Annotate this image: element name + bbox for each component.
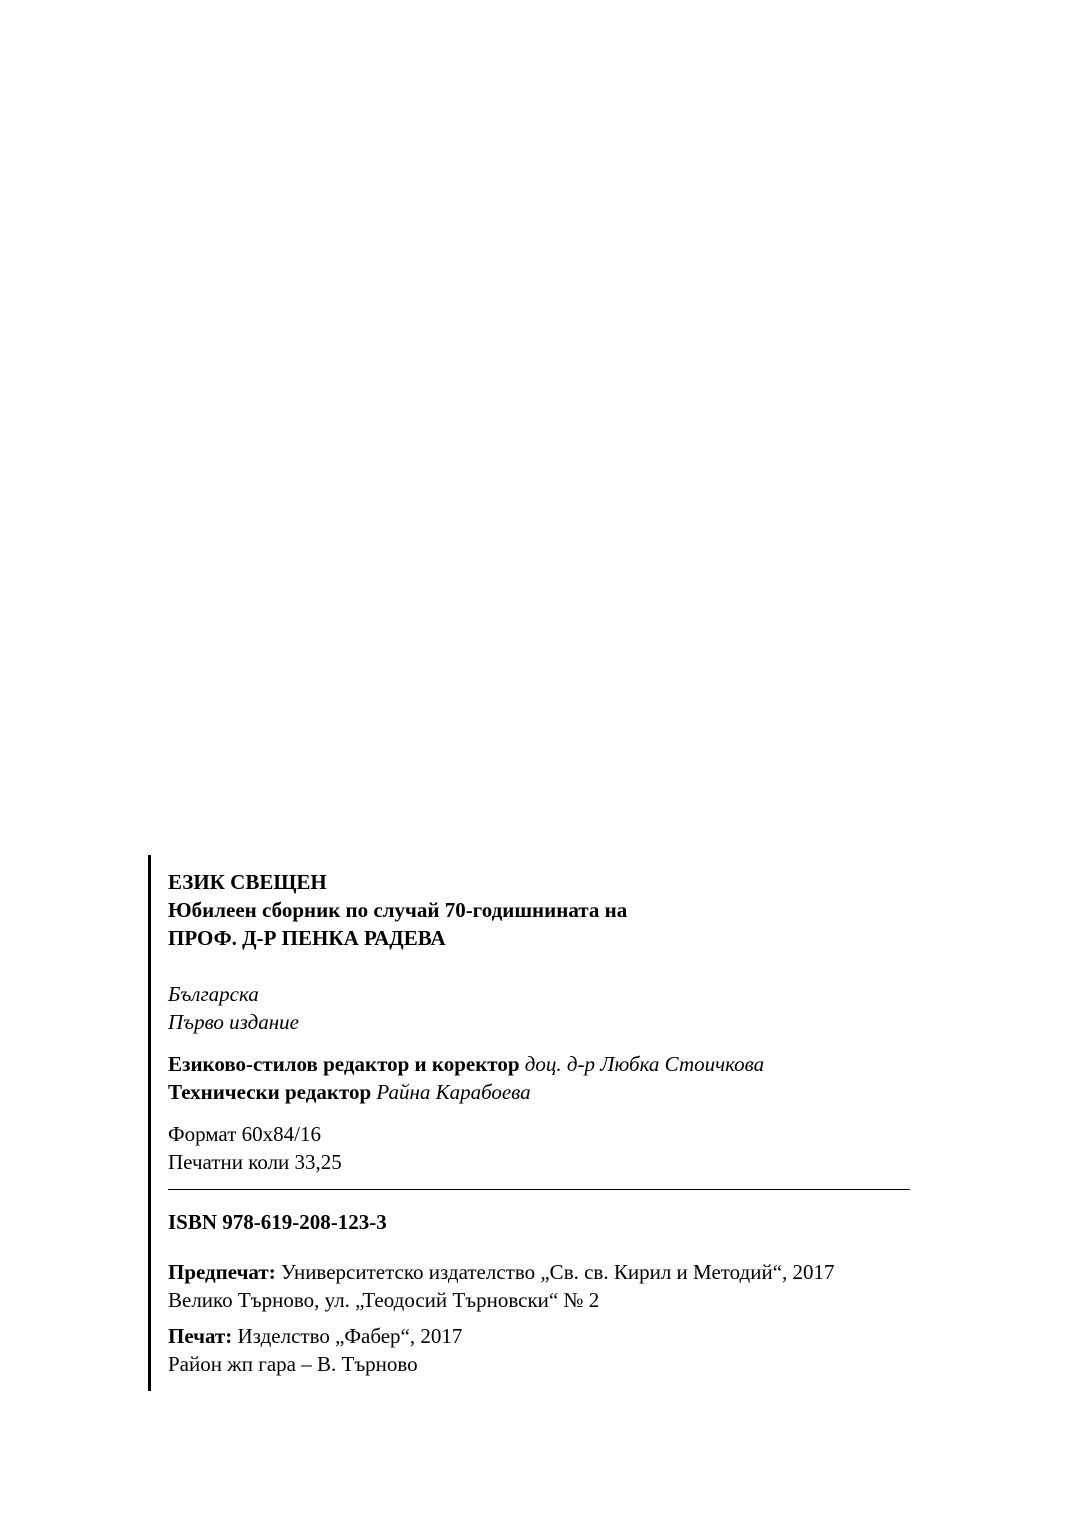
book-title: ЕЗИК СВЕЩЕН [168, 870, 327, 894]
book-subtitle: Юбилеен сборник по случай 70-годишнината на [168, 898, 628, 922]
style-editor-name: доц. д-р Любка Стоичкова [524, 1052, 765, 1076]
isbn: ISBN 978-619-208-123-3 [168, 1210, 387, 1234]
language-line: Българска [168, 982, 259, 1006]
prepress-address: Велико Търново, ул. „Теодосий Търновски“ № 2 [168, 1288, 600, 1312]
tech-editor-name: Райна Карабоева [376, 1080, 531, 1104]
print-address: Район жп гара – В. Търново [168, 1352, 418, 1376]
print-text: Изделство „Фабер“, 2017 [237, 1324, 463, 1348]
style-editor-label: Езиково-стилов редактор и коректор [168, 1052, 520, 1076]
sheets-line: Печатни коли 33,25 [168, 1150, 342, 1174]
divider [168, 1189, 910, 1190]
tech-editor-line [168, 1078, 928, 1106]
prepress-label: Предпечат: [168, 1260, 276, 1284]
prepress-line [168, 1258, 928, 1286]
imprint-block [168, 868, 928, 1378]
honoree-name: ПРОФ. Д-Р ПЕНКА РАДЕВА [168, 926, 446, 950]
print-line [168, 1322, 928, 1350]
style-editor-line [168, 1050, 928, 1078]
left-margin-rule [148, 855, 151, 1391]
edition-line: Първо издание [168, 1010, 299, 1034]
print-label: Печат: [168, 1324, 233, 1348]
tech-editor-label: Технически редактор [168, 1080, 372, 1104]
prepress-text: Университетско издателство „Св. св. Кирил и Методий“, 2017 [280, 1260, 835, 1284]
format-line: Формат 60х84/16 [168, 1122, 321, 1146]
